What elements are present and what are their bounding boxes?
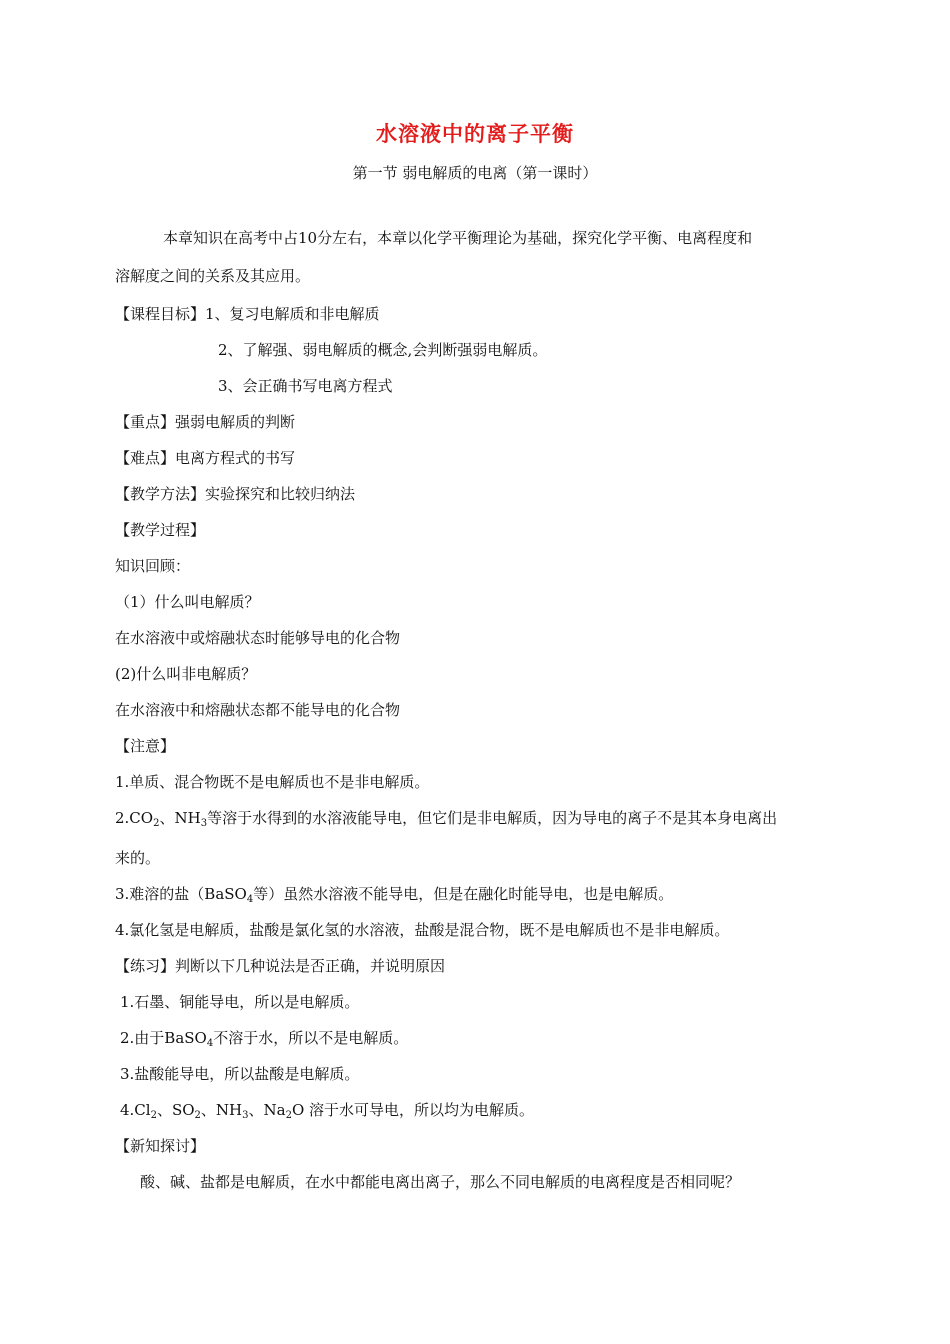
- subscript: 2: [153, 818, 160, 829]
- key-point: 【重点】强弱电解质的判断: [115, 413, 296, 431]
- document-subtitle: 第一节 弱电解质的电离（第一课时）: [352, 164, 598, 182]
- explore-heading: 【新知探讨】: [115, 1137, 206, 1155]
- goal-2: 2、了解强、弱电解质的概念,会判断强弱电解质。: [218, 341, 548, 359]
- practice-4-text: O 溶于水可导电，所以均为电解质。: [291, 1101, 535, 1119]
- practice-heading: 【练习】判断以下几种说法是否正确，并说明原因: [115, 957, 446, 975]
- subscript: 2: [150, 1110, 157, 1121]
- goals-heading: [115, 304, 380, 324]
- note-2-text: 等溶于水得到的水溶液能导电，但它们是非电解质，因为导电的离子不是其本身电离出: [207, 809, 778, 827]
- note-4: 4.氯化氢是电解质，盐酸是氯化氢的水溶液，盐酸是混合物，既不是电解质也不是非电解质。: [115, 921, 730, 939]
- note-2-text: 、NH: [159, 809, 201, 827]
- practice-4-text: 、NH: [200, 1101, 243, 1119]
- question-2: (2)什么叫非电解质？: [115, 665, 257, 683]
- goals-label: 【课程目标】: [115, 305, 206, 323]
- note-3-text: 等）虽然水溶液不能导电，但是在融化时能导电，也是电解质。: [253, 885, 674, 903]
- note-3: [115, 884, 673, 904]
- practice-4-text: 、Na: [248, 1101, 286, 1119]
- practice-2-text: 不溶于水，所以不是电解质。: [213, 1029, 409, 1047]
- subscript: 4: [246, 894, 254, 905]
- answer-1: 在水溶液中或熔融状态时能够导电的化合物: [115, 629, 401, 647]
- knowledge-review: 知识回顾：: [115, 557, 191, 575]
- goal-1: 1、复习电解质和非电解质: [205, 305, 380, 323]
- explore-text: 酸、碱、盐都是电解质，在水中都能电离出离子，那么不同电解质的电离程度是否相同呢？: [140, 1173, 741, 1191]
- practice-4-text: 4.Cl: [120, 1101, 151, 1119]
- subscript: 3: [242, 1110, 249, 1121]
- difficulty: 【难点】电离方程式的书写: [115, 449, 296, 467]
- note-2-line-2: 来的。: [115, 849, 161, 867]
- practice-2: [120, 1028, 408, 1048]
- note-3-text: 3.难溶的盐（BaSO: [115, 885, 247, 903]
- subscript: 3: [200, 818, 208, 829]
- subscript: 2: [194, 1110, 201, 1121]
- practice-4: [120, 1100, 534, 1120]
- note-2-text: 2.CO: [115, 809, 154, 827]
- practice-1: 1.石墨、铜能导电，所以是电解质。: [120, 993, 360, 1011]
- intro-line-2: 溶解度之间的关系及其应用。: [115, 267, 311, 285]
- teaching-process: 【教学过程】: [115, 521, 206, 539]
- answer-2: 在水溶液中和熔融状态都不能导电的化合物: [115, 701, 401, 719]
- practice-4-text: 、SO: [156, 1101, 195, 1119]
- goal-3: 3、会正确书写电离方程式: [218, 377, 393, 395]
- note-heading: 【注意】: [115, 737, 176, 755]
- note-1: 1.单质、混合物既不是电解质也不是非电解质。: [115, 773, 430, 791]
- practice-3: 3.盐酸能导电，所以盐酸是电解质。: [120, 1065, 360, 1083]
- subscript: 4: [206, 1038, 214, 1049]
- practice-2-text: 2.由于BaSO: [120, 1029, 207, 1047]
- question-1: （1）什么叫电解质？: [115, 593, 260, 611]
- teaching-method: 【教学方法】实验探究和比较归纳法: [115, 485, 356, 503]
- document-title: 水溶液中的离子平衡: [376, 122, 574, 146]
- intro-line-1: 本章知识在高考中占10分左右，本章以化学平衡理论为基础，探究化学平衡、电离程度和: [163, 229, 753, 247]
- subscript: 2: [285, 1110, 292, 1121]
- note-2: [115, 808, 777, 828]
